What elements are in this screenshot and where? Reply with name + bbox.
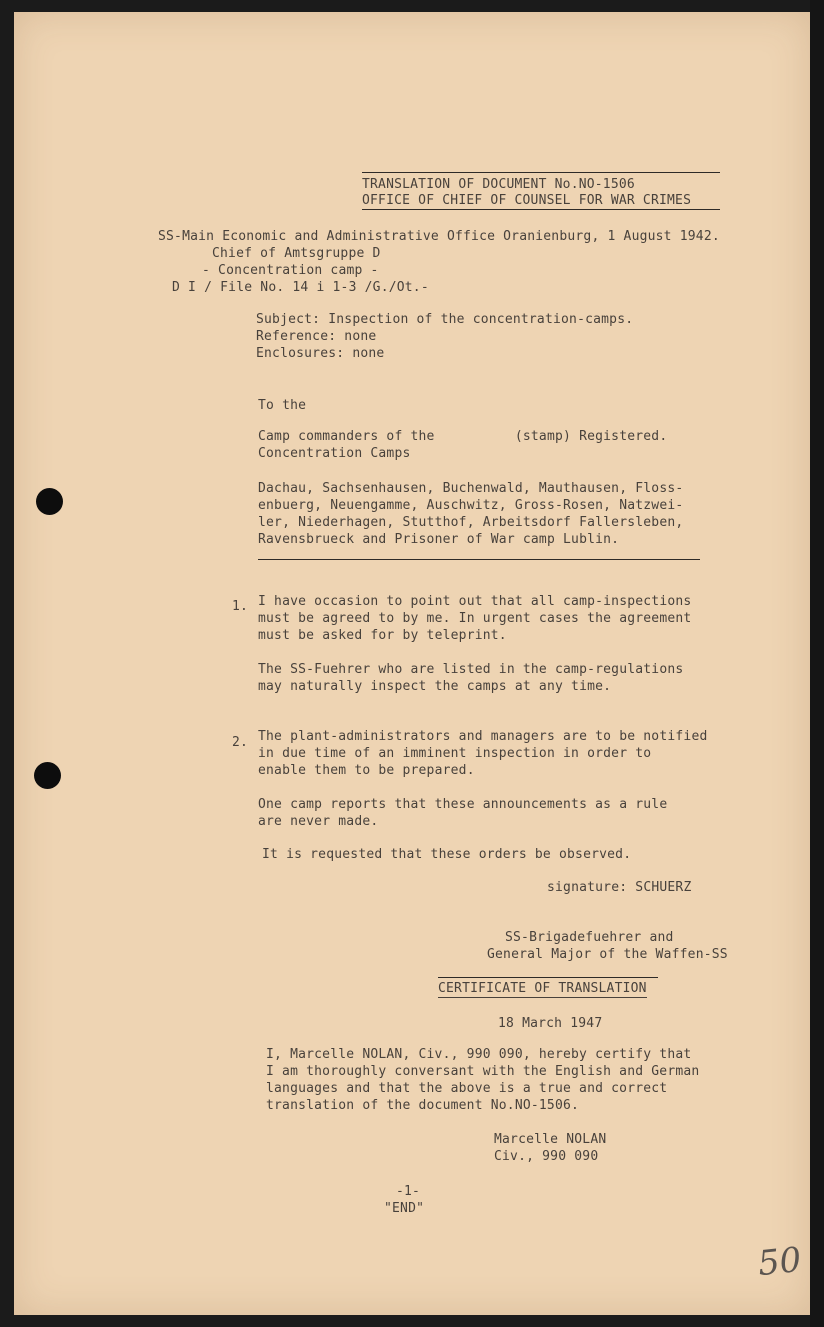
signatory-title-1: SS-Brigadefuehrer and xyxy=(505,930,674,945)
signature-line: signature: SCHUERZ xyxy=(547,880,692,895)
point-2-line-3: enable them to be prepared. xyxy=(258,763,475,778)
certificate-rule-top xyxy=(438,977,658,978)
certificate-line-3: languages and that the above is a true and correct xyxy=(266,1081,668,1096)
translator-name: Marcelle NOLAN xyxy=(494,1132,607,1147)
point-1-number: 1. xyxy=(232,599,249,614)
file-number: D I / File No. 14 i 1-3 /G./Ot.- xyxy=(172,280,429,295)
point-1-line-3: must be asked for by teleprint. xyxy=(258,628,507,643)
camps-line-4: Ravensbrueck and Prisoner of War camp Lublin. xyxy=(258,532,620,547)
punch-hole xyxy=(34,762,61,789)
header-rule-top xyxy=(362,172,720,173)
scan-edge xyxy=(810,0,824,1327)
to-line: To the xyxy=(258,398,307,413)
enclosures-line: Enclosures: none xyxy=(256,346,385,361)
sender-line-3: - Concentration camp - xyxy=(202,263,379,278)
header-line-2: OFFICE OF CHIEF OF COUNSEL FOR WAR CRIMES xyxy=(362,193,692,208)
section-divider xyxy=(258,559,700,560)
recipient-line-1: Camp commanders of the (stamp) Registered. xyxy=(258,429,668,444)
point-1b-line-2: may naturally inspect the camps at any time. xyxy=(258,679,612,694)
request-line: It is requested that these orders be observed. xyxy=(262,847,632,862)
point-2b-line-1: One camp reports that these announcements as a rule xyxy=(258,797,668,812)
end-marker: "END" xyxy=(384,1201,425,1216)
point-1-line-1: I have occasion to point out that all camp-inspections xyxy=(258,594,692,609)
certificate-date: 18 March 1947 xyxy=(498,1016,603,1031)
page-number-typed: -1- xyxy=(396,1184,421,1199)
certificate-line-2: I am thoroughly conversant with the English and German xyxy=(266,1064,700,1079)
reference-line: Reference: none xyxy=(256,329,377,344)
sender-line-2: Chief of Amtsgruppe D xyxy=(212,246,381,261)
point-1b-line-1: The SS-Fuehrer who are listed in the camp-regulations xyxy=(258,662,684,677)
translator-id: Civ., 990 090 xyxy=(494,1149,599,1164)
subject-line: Subject: Inspection of the concentration-camps. xyxy=(256,312,634,327)
certificate-line-4: translation of the document No.NO-1506. xyxy=(266,1098,580,1113)
camps-line-2: enbuerg, Neuengamme, Auschwitz, Gross-Rosen, Natzwei- xyxy=(258,498,684,513)
punch-hole xyxy=(36,488,63,515)
header-rule-bottom xyxy=(362,209,720,210)
certificate-line-1: I, Marcelle NOLAN, Civ., 990 090, hereby certify that xyxy=(266,1047,692,1062)
sender-line-1: SS-Main Economic and Administrative Office Oranienburg, 1 August 1942. xyxy=(158,229,720,244)
point-2-line-1: The plant-administrators and managers are to be notified xyxy=(258,729,708,744)
point-1-line-2: must be agreed to by me. In urgent cases the agreement xyxy=(258,611,692,626)
handwritten-page-number: 50 xyxy=(756,1239,804,1285)
point-2-line-2: in due time of an imminent inspection in order to xyxy=(258,746,652,761)
recipient-line-2: Concentration Camps xyxy=(258,446,411,461)
point-2-number: 2. xyxy=(232,735,249,750)
camps-line-3: ler, Niederhagen, Stutthof, Arbeitsdorf Fallersleben, xyxy=(258,515,684,530)
camps-line-1: Dachau, Sachsenhausen, Buchenwald, Mauthausen, Floss- xyxy=(258,481,684,496)
point-2b-line-2: are never made. xyxy=(258,814,379,829)
certificate-heading: CERTIFICATE OF TRANSLATION xyxy=(438,981,647,996)
signatory-title-2: General Major of the Waffen-SS xyxy=(487,947,728,962)
header-line-1: TRANSLATION OF DOCUMENT No.NO-1506 xyxy=(362,177,635,192)
